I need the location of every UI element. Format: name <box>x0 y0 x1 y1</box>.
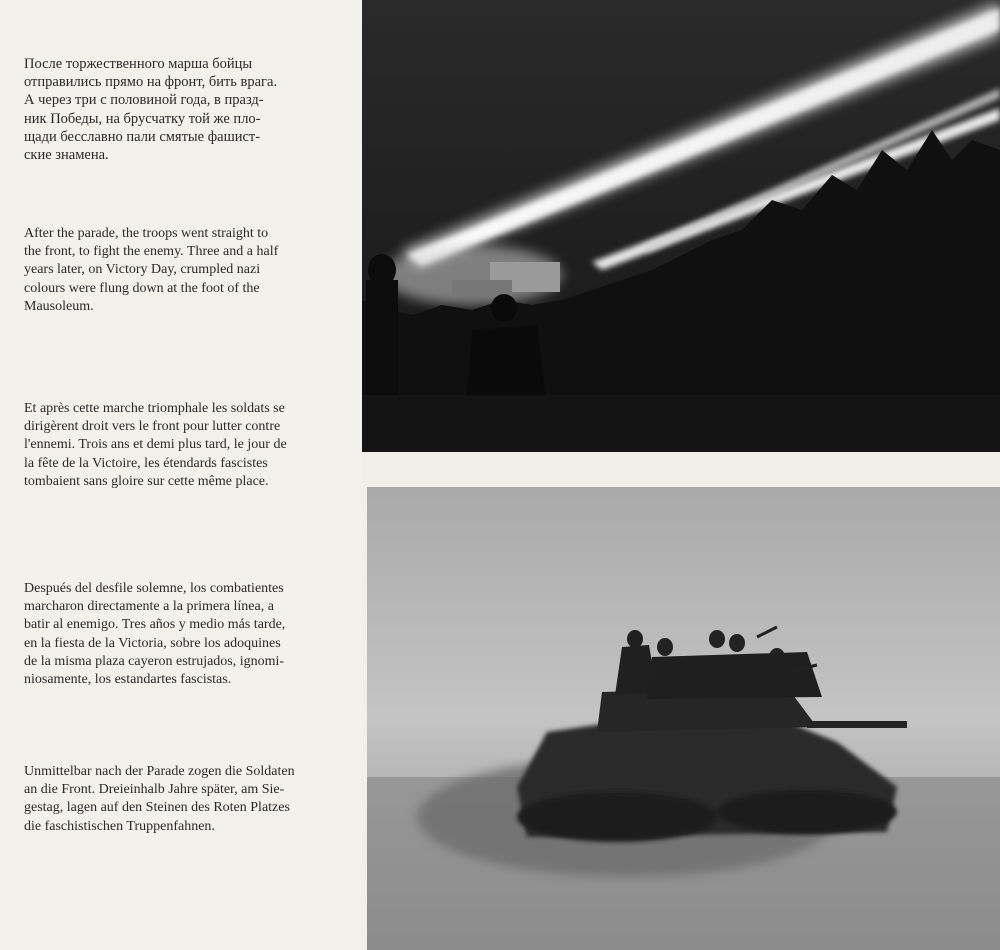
caption-english: After the parade, the troops went straight to the front, to fight the enemy. Three and a half years later, on Victory Day, crumpled nazi colours were flung down at the foot of the Mausoleum. <box>24 226 279 314</box>
caption-russian: После торжественного марша бойцы отправились прямо на фронт, бить врага. А через три с половиной года, в празд- ник Победы, на брусчатку той же пло- щади бесславно пали смятые фашист- ские знамена. <box>24 56 278 164</box>
caption-french: Et après cette marche triomphale les soldats se dirigèrent droit vers le front pour lutter contre l'ennemi. Trois ans et demi plus tard, le jour de la fête de la Victoire, les étendards fascistes tombaient sans gloire sur cette même place. <box>24 401 287 489</box>
caption-german: Unmittelbar nach der Parade zogen die Soldaten an die Front. Dreieinhalb Jahre später, am Sie- gestag, lagen auf den Steinen des Roten Platzes die faschistischen Truppenfahnen. <box>24 764 295 834</box>
caption-spanish: Después del desfile solemne, los combatientes marcharon directamente a la primera línea, a batir al enemigo. Tres años y medio más tarde, en la fiesta de la Victoria, sobre los adoquines de la misma plaza cayeron estrujados, ignomi- niosamente, los estandartes fascistas. <box>24 581 286 688</box>
caption-column <box>0 0 362 950</box>
tank-with-soldiers-image <box>367 487 1000 950</box>
tank-with-soldiers-photo <box>367 487 1000 950</box>
rocket-launcher-night-photo <box>362 0 1000 452</box>
rocket-launcher-night-image <box>362 0 1000 452</box>
